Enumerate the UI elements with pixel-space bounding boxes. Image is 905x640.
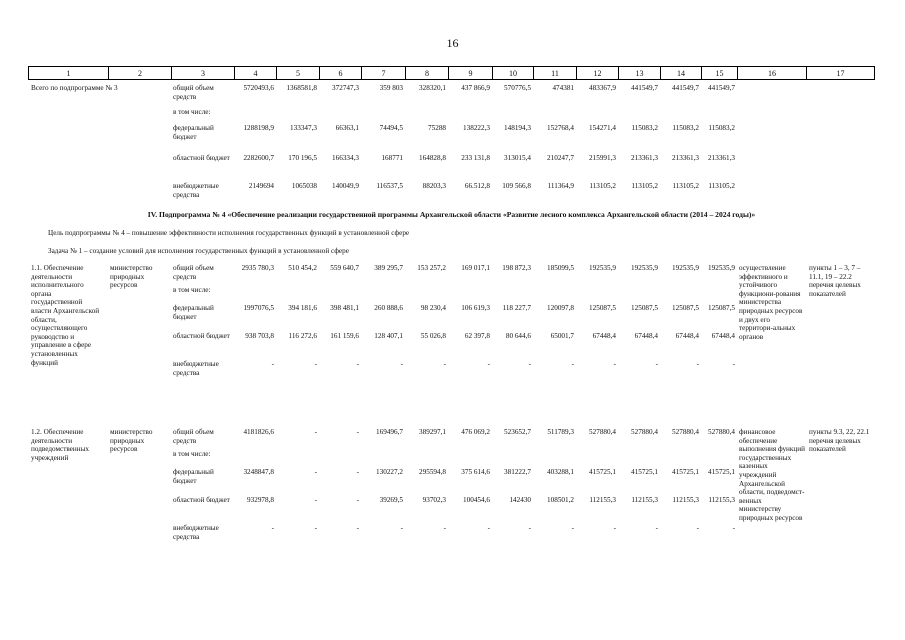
item1-row-label: в том числе:	[173, 286, 211, 294]
item1-row-label: общий объем средств	[173, 264, 214, 281]
subtotal-row-value: 168771	[381, 154, 403, 162]
item2-row-value: -	[271, 524, 274, 532]
subtotal-row-value: 75288	[428, 124, 446, 132]
subtotal-row-value: 113105,2	[631, 182, 658, 190]
item2-row-label: общий объем средств	[173, 428, 214, 445]
subtotal-row-value: 74494,5	[379, 124, 403, 132]
item1-row-value: 125087,5	[589, 304, 616, 312]
item2-row-value: -	[732, 524, 735, 532]
subtotal-row-value: 437 866,9	[461, 84, 490, 92]
subtotal-row-value: 233 131,8	[461, 154, 490, 162]
subtotal-row-value: 148194,3	[504, 124, 531, 132]
subtotal-row-value: 115083,2	[631, 124, 658, 132]
budget-table	[28, 66, 875, 626]
subtotal-row-value: 213361,3	[708, 154, 735, 162]
subtotal-row-value: 215991,3	[589, 154, 616, 162]
subtotal-row-value: 2282600,7	[243, 154, 274, 162]
item-indicators: пункты 9.3, 22, 22.1 перечня целевых показателей	[809, 428, 870, 454]
subtotal-row-value: 441549,7	[708, 84, 735, 92]
header-col-2: 2	[108, 66, 171, 80]
item2-row-value: 527880,4	[589, 428, 616, 436]
item1-row-value: -	[696, 360, 699, 368]
item2-row-value: 108501,2	[547, 496, 574, 504]
subtotal-row-value: 213361,3	[631, 154, 658, 162]
item2-row-value: -	[356, 524, 359, 532]
item2-row-value: 932978,8	[247, 496, 274, 504]
header-col-11: 11	[533, 66, 576, 80]
item1-row-value: 559 640,7	[330, 264, 359, 272]
item1-row-value: 192535,9	[631, 264, 658, 272]
subtotal-row-label: внебюджетные средства	[173, 182, 219, 199]
item2-row-value: 381222,7	[504, 468, 531, 476]
item2-row-value: 142430	[509, 496, 531, 504]
item2-row-value: 112155,3	[672, 496, 699, 504]
item2-row-value: -	[696, 524, 699, 532]
subtotal-row-value: 313015,4	[504, 154, 531, 162]
header-col-6: 6	[319, 66, 361, 80]
item1-row-value: 389 295,7	[374, 264, 403, 272]
header-col-7: 7	[361, 66, 405, 80]
item2-row-value: 415725,1	[708, 468, 735, 476]
subtotal-row-value: 66363,1	[335, 124, 359, 132]
item2-row-value: 100454,6	[463, 496, 490, 504]
item1-row-value: 185099,5	[547, 264, 574, 272]
item-indicators: пункты 1 – 3, 7 – 11.1, 19 – 22.2 перечня целевых показателей	[809, 264, 861, 298]
item1-row-value: -	[356, 360, 359, 368]
item2-row-value: 112155,3	[631, 496, 658, 504]
subprogram-task: Задача № 1 – создание условий для исполнения государственных функций в установленной сфере	[48, 247, 349, 255]
item2-row-value: 511789,3	[547, 428, 574, 436]
item2-row-value: 112155,3	[708, 496, 735, 504]
item1-row-value: 153 257,2	[417, 264, 446, 272]
item2-row-value: 130227,2	[376, 468, 403, 476]
item2-row-value: -	[356, 468, 359, 476]
item1-row-value: 67448,4	[592, 332, 616, 340]
header-col-3: 3	[171, 66, 234, 80]
item1-row-value: 2935 780,3	[241, 264, 274, 272]
header-col-9: 9	[448, 66, 492, 80]
item1-row-value: 128 407,1	[374, 332, 403, 340]
subtotal-row-label: общий объем средств	[173, 84, 214, 101]
subtotal-row-value: 164828,8	[419, 154, 446, 162]
section-title: IV. Подпрограмма № 4 «Обеспечение реализации государственной программы Архангельской области «Развитие лесного комплекса Архангельской области (2014 – 2024 годы)»	[147, 210, 756, 219]
item2-row-value: -	[356, 428, 359, 436]
subtotal-row-value: 88203,3	[422, 182, 446, 190]
item2-row-value: -	[613, 524, 616, 532]
header-col-16: 16	[737, 66, 806, 80]
item1-row-value: 192535,9	[672, 264, 699, 272]
subtotal-row-value: 5720493,6	[243, 84, 274, 92]
item1-row-value: 192535,9	[589, 264, 616, 272]
item1-row-value: -	[528, 360, 531, 368]
item1-row-value: 1997076,5	[243, 304, 274, 312]
item-result: осуществление эффективного и устойчивого функциони-рования министерства природных ресурсов и двух его территори-альных органов	[739, 264, 803, 341]
header-col-10: 10	[492, 66, 533, 80]
subtotal-row-value: 154271,4	[589, 124, 616, 132]
item2-row-value: 3248847,8	[243, 468, 274, 476]
item1-row-value: -	[271, 360, 274, 368]
subtotal-row-label: федеральный бюджет	[173, 124, 214, 141]
subtotal-row-value: 441549,7	[672, 84, 699, 92]
subtotal-row-value: 113105,2	[672, 182, 699, 190]
item2-row-value: -	[356, 496, 359, 504]
header-col-14: 14	[660, 66, 701, 80]
subtotal-row-value: 140049,9	[332, 182, 359, 190]
subtotal-row-value: 441549,7	[631, 84, 658, 92]
item-name: 1.2. Обеспечение деятельности подведомственных учреждений	[31, 428, 89, 462]
subtotal-row-value: 170 196,5	[288, 154, 317, 162]
subtotal-row-value: 1368581,8	[286, 84, 317, 92]
item-executor: министерство природных ресурсов	[110, 264, 153, 290]
header-col-17: 17	[806, 66, 875, 80]
item1-row-value: 198 872,3	[502, 264, 531, 272]
subtotal-row-label: областной бюджет	[173, 154, 230, 162]
item2-row-value: -	[314, 496, 317, 504]
item2-row-value: -	[487, 524, 490, 532]
item1-row-value: -	[732, 360, 735, 368]
item1-row-value: -	[443, 360, 446, 368]
header-col-12: 12	[576, 66, 618, 80]
item1-row-value: -	[400, 360, 403, 368]
subtotal-row-value: 116537,5	[376, 182, 403, 190]
item2-row-value: 375 614,6	[461, 468, 490, 476]
item2-row-value: -	[528, 524, 531, 532]
item2-row-value: -	[443, 524, 446, 532]
item2-row-value: -	[314, 524, 317, 532]
item1-row-value: -	[571, 360, 574, 368]
item2-row-value: 415725,1	[672, 468, 699, 476]
item1-row-value: 169 017,1	[461, 264, 490, 272]
item2-row-label: в том числе:	[173, 450, 211, 458]
subtotal-row-value: 372747,3	[332, 84, 359, 92]
subtotal-row-value: 570776,5	[504, 84, 531, 92]
subtotal-row-value: 359 803	[379, 84, 403, 92]
subtotal-label: Всего по подпрограмме № 3	[31, 84, 118, 92]
item2-row-label: внебюджетные средства	[173, 524, 219, 541]
item1-row-value: 67448,4	[634, 332, 658, 340]
item-name: 1.1. Обеспечение деятельности исполнительного органа государственной власти Архангельской области, осуществляющего руководство и управление в сфере установленных функций	[31, 264, 100, 367]
subtotal-row-value: 213361,3	[672, 154, 699, 162]
subtotal-row-value: 1065038	[291, 182, 317, 190]
header-col-13: 13	[618, 66, 660, 80]
item2-row-label: областной бюджет	[173, 496, 230, 504]
header-col-5: 5	[276, 66, 319, 80]
item1-row-value: 67448,4	[711, 332, 735, 340]
header-col-1: 1	[28, 66, 108, 80]
item2-row-label: федеральный бюджет	[173, 468, 214, 485]
item2-row-value: 415725,1	[631, 468, 658, 476]
subtotal-row-value: 115083,2	[708, 124, 735, 132]
item1-row-value: 106 619,3	[461, 304, 490, 312]
item1-row-label: федеральный бюджет	[173, 304, 214, 321]
item2-row-value: 169496,7	[376, 428, 403, 436]
subtotal-row-value: 109 566,8	[502, 182, 531, 190]
item1-row-value: 192535,9	[708, 264, 735, 272]
item2-row-value: 39269,5	[379, 496, 403, 504]
subtotal-row-value: 152768,4	[547, 124, 574, 132]
subtotal-row-value: 2149694	[248, 182, 274, 190]
item1-row-value: 120097,8	[547, 304, 574, 312]
subtotal-row-value: 138222,3	[463, 124, 490, 132]
subtotal-row-value: 1288198,9	[243, 124, 274, 132]
item1-row-value: 125087,5	[708, 304, 735, 312]
item2-row-value: 476 069,2	[461, 428, 490, 436]
item1-row-label: внебюджетные средства	[173, 360, 219, 377]
item2-row-value: 112155,3	[589, 496, 616, 504]
subtotal-row-value: 474381	[552, 84, 574, 92]
item1-row-value: 67448,4	[675, 332, 699, 340]
item1-row-value: -	[487, 360, 490, 368]
item2-row-value: -	[314, 428, 317, 436]
subtotal-row-value: 133347,3	[290, 124, 317, 132]
item1-row-value: 125087,5	[631, 304, 658, 312]
item2-row-value: -	[655, 524, 658, 532]
item1-row-value: -	[655, 360, 658, 368]
subtotal-row-value: 66.512,8	[464, 182, 490, 190]
item1-row-value: 394 181,6	[288, 304, 317, 312]
item1-row-value: 55 026,8	[420, 332, 446, 340]
subtotal-row-value: 210247,7	[547, 154, 574, 162]
header-col-4: 4	[234, 66, 276, 80]
item1-row-value: 80 644,6	[505, 332, 531, 340]
subtotal-row-value: 113105,2	[589, 182, 616, 190]
item-result: финансовое обеспечение выполнения функций государственных казенных учреждений Архангельской области, подведомст-венных министерству природных ресурсов	[739, 428, 805, 522]
subtotal-row-label: в том числе:	[173, 108, 211, 116]
item2-row-value: 295594,8	[419, 468, 446, 476]
item1-row-value: 938 703,8	[245, 332, 274, 340]
subtotal-row-value: 483367,9	[589, 84, 616, 92]
item2-row-value: -	[314, 468, 317, 476]
item1-row-value: 118 227,7	[502, 304, 531, 312]
subtotal-row-value: 328320,1	[419, 84, 446, 92]
item1-row-value: -	[314, 360, 317, 368]
item2-row-value: 389297,1	[419, 428, 446, 436]
item1-row-value: 62 397,8	[464, 332, 490, 340]
header-col-8: 8	[405, 66, 448, 80]
item2-row-value: 415725,1	[589, 468, 616, 476]
item-executor: министерство природных ресурсов	[110, 428, 153, 454]
item2-row-value: -	[571, 524, 574, 532]
item1-row-value: 65001,7	[550, 332, 574, 340]
item2-row-value: -	[400, 524, 403, 532]
item1-row-value: 398 481,1	[330, 304, 359, 312]
item2-row-value: 527880,4	[708, 428, 735, 436]
subtotal-row-value: 113105,2	[708, 182, 735, 190]
subprogram-goal: Цель подпрограммы № 4 – повышение эффективности исполнения государственных функций в установленной сфере	[48, 229, 410, 237]
item2-row-value: 527880,4	[631, 428, 658, 436]
subtotal-row-value: 115083,2	[672, 124, 699, 132]
item1-row-value: 260 888,6	[374, 304, 403, 312]
item2-row-value: 527880,4	[672, 428, 699, 436]
subtotal-row-value: 166334,3	[332, 154, 359, 162]
item1-row-value: 161 159,6	[330, 332, 359, 340]
item2-row-value: 4181826,6	[243, 428, 274, 436]
item1-row-value: 98 230,4	[420, 304, 446, 312]
item1-row-label: областной бюджет	[173, 332, 230, 340]
subtotal-row-value: 111364,9	[547, 182, 574, 190]
item1-row-value: 116 272,6	[288, 332, 317, 340]
item1-row-value: 510 454,2	[288, 264, 317, 272]
item2-row-value: 403288,1	[547, 468, 574, 476]
page-number: 16	[446, 36, 459, 50]
item1-row-value: 125087,5	[672, 304, 699, 312]
item1-row-value: -	[613, 360, 616, 368]
item2-row-value: 523652,7	[504, 428, 531, 436]
header-col-15: 15	[701, 66, 737, 80]
item2-row-value: 93702,3	[422, 496, 446, 504]
